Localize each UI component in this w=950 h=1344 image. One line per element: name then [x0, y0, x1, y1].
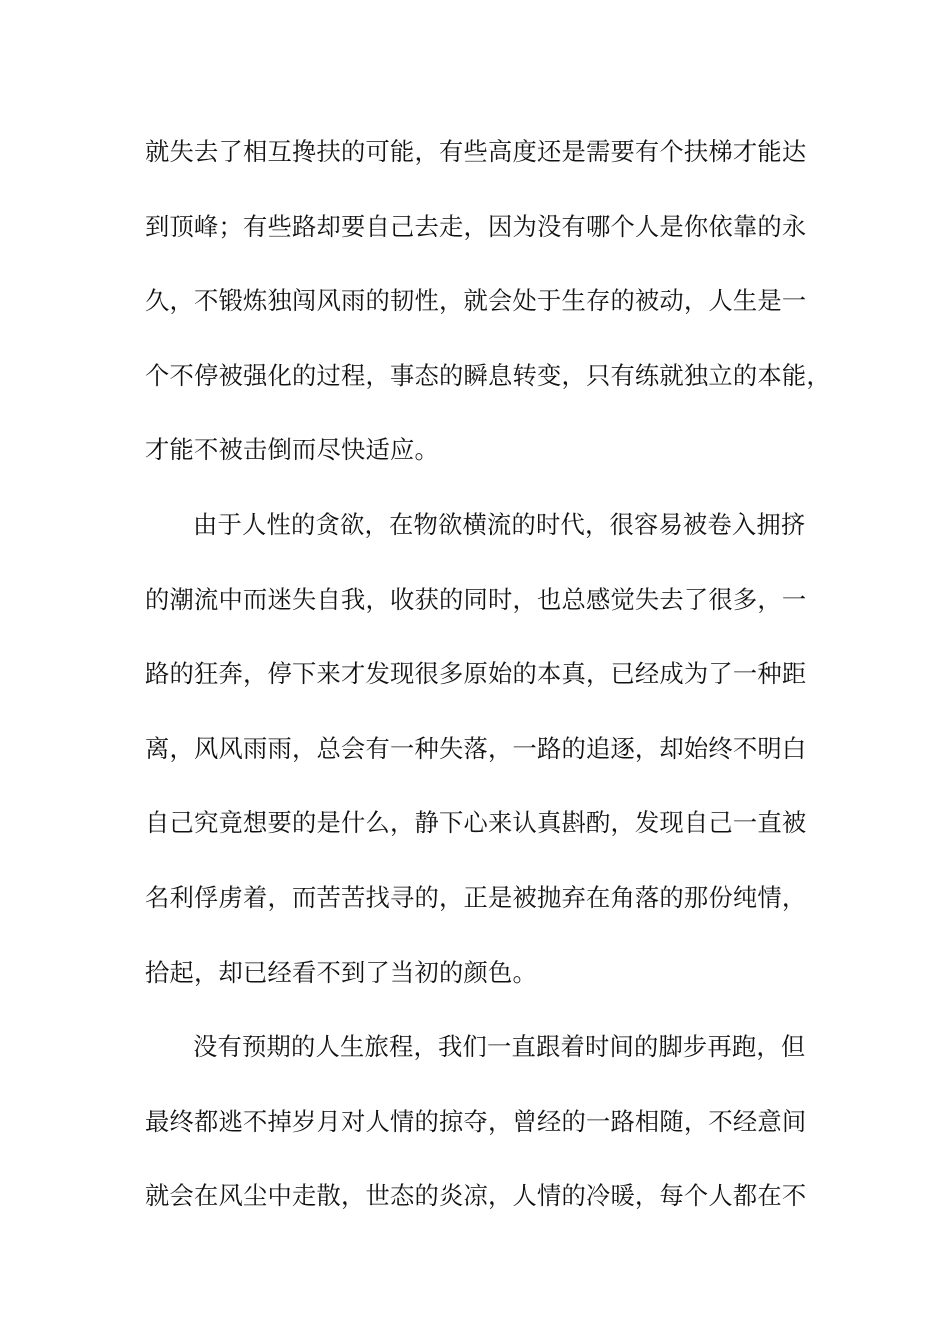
text-line: 个不停被强化的过程，事态的瞬息转变，只有练就独立的本能， [145, 360, 831, 390]
text-line: 最终都逃不掉岁月对人情的掠夺，曾经的一路相随，不经意间 [145, 1106, 807, 1136]
text-line: 拾起，却已经看不到了当初的颜色。 [145, 957, 537, 987]
text-line: 离，风风雨雨，总会有一种失落，一路的追逐，却始终不明白 [145, 733, 807, 763]
text-line: 就失去了相互搀扶的可能，有些高度还是需要有个扶梯才能达 [145, 137, 807, 166]
body-text [145, 128, 831, 1247]
paragraph-first-line: 没有预期的人生旅程，我们一直跟着时间的脚步再跑，但 [193, 1032, 806, 1062]
text-line: 久，不锻炼独闯风雨的韧性，就会处于生存的被动，人生是一 [145, 286, 807, 316]
text-line: 才能不被击倒而尽快适应。 [145, 435, 439, 465]
text-line: 自己究竟想要的是什么，静下心来认真斟酌，发现自己一直被 [145, 808, 807, 838]
paragraph-first-line: 由于人性的贪欲，在物欲横流的时代，很容易被卷入拥挤 [193, 509, 806, 539]
text-line: 就会在风尘中走散，世态的炎凉，人情的冷暖，每个人都在不 [145, 1181, 807, 1211]
text-line: 到顶峰；有些路却要自己去走，因为没有哪个人是你依靠的永 [145, 211, 807, 241]
text-line: 路的狂奔，停下来才发现很多原始的本真，已经成为了一种距 [145, 659, 807, 689]
text-line: 名利俘虏着，而苦苦找寻的，正是被抛弃在角落的那份纯情， [145, 882, 807, 912]
text-line: 的潮流中而迷失自我，收获的同时，也总感觉失去了很多，一 [145, 584, 807, 614]
